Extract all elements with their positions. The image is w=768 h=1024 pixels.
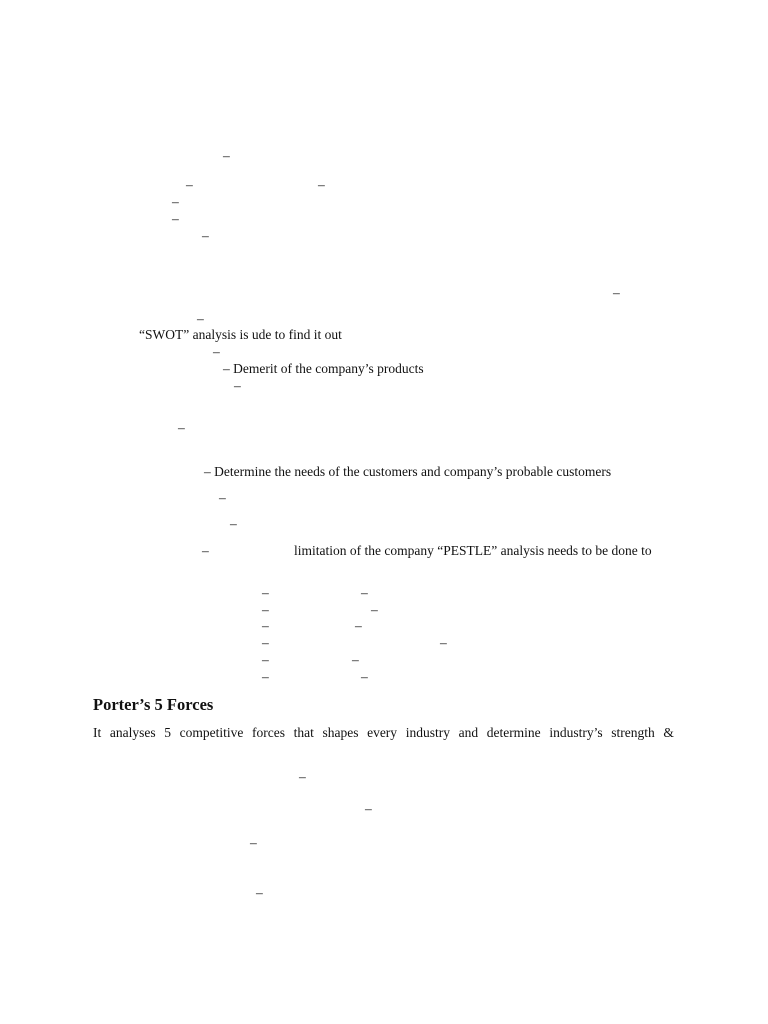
text-fragment: – <box>178 420 185 435</box>
intro-word: industry’s <box>549 725 603 740</box>
pestle-item-dash: – <box>440 635 447 650</box>
text-fragment: – <box>256 885 263 900</box>
text-fragment: – <box>223 148 230 163</box>
porter-intro-line <box>93 725 674 741</box>
intro-word: and <box>458 725 479 740</box>
pestle-item-dash: – <box>355 618 362 633</box>
pestle-item-dash: – <box>262 618 269 633</box>
pestle-item-dash: – <box>262 652 269 667</box>
text-fragment: – <box>213 344 220 359</box>
text-fragment: – <box>186 177 193 192</box>
intro-word: & <box>663 725 674 740</box>
text-fragment: – <box>202 228 209 243</box>
text-fragment: – <box>234 378 241 393</box>
intro-word: strength <box>611 725 655 740</box>
pestle-item-dash: – <box>262 602 269 617</box>
intro-word: 5 <box>164 725 171 740</box>
text-fragment: – <box>172 211 179 226</box>
intro-word: every <box>367 725 398 740</box>
intro-word: determine <box>486 725 541 740</box>
text-fragment: – <box>250 835 257 850</box>
demerit-sentence: – Demerit of the company’s products <box>223 361 424 376</box>
text-fragment: – <box>197 311 204 326</box>
intro-word: analyses <box>109 725 156 740</box>
section-heading: Porter’s 5 Forces <box>93 695 214 714</box>
pestle-item-dash: – <box>262 635 269 650</box>
pestle-item-dash: – <box>262 585 269 600</box>
text-fragment: – <box>613 285 620 300</box>
text-fragment: – <box>172 194 179 209</box>
swot-sentence: “SWOT” analysis is ude to find it out <box>139 327 342 342</box>
pestle-item-dash: – <box>262 669 269 684</box>
intro-word: shapes <box>322 725 359 740</box>
pestle-item-dash: – <box>371 602 378 617</box>
text-fragment: – <box>365 801 372 816</box>
customer-needs-sentence: – Determine the needs of the customers and company’s probable customers <box>204 464 612 479</box>
text-fragment: – <box>202 543 209 558</box>
pestle-sentence: limitation of the company “PESTLE” analysis needs to be done to <box>294 543 652 558</box>
pestle-item-dash: – <box>361 585 368 600</box>
intro-word: It <box>93 725 102 740</box>
pestle-item-dash: – <box>361 669 368 684</box>
intro-word: competitive <box>179 725 244 740</box>
text-fragment: – <box>219 490 226 505</box>
intro-word: that <box>293 725 314 740</box>
text-fragment: – <box>318 177 325 192</box>
intro-word: forces <box>251 725 285 740</box>
pestle-item-dash: – <box>352 652 359 667</box>
text-fragment: – <box>230 516 237 531</box>
text-fragment: – <box>299 769 306 784</box>
intro-word: industry <box>405 725 450 740</box>
